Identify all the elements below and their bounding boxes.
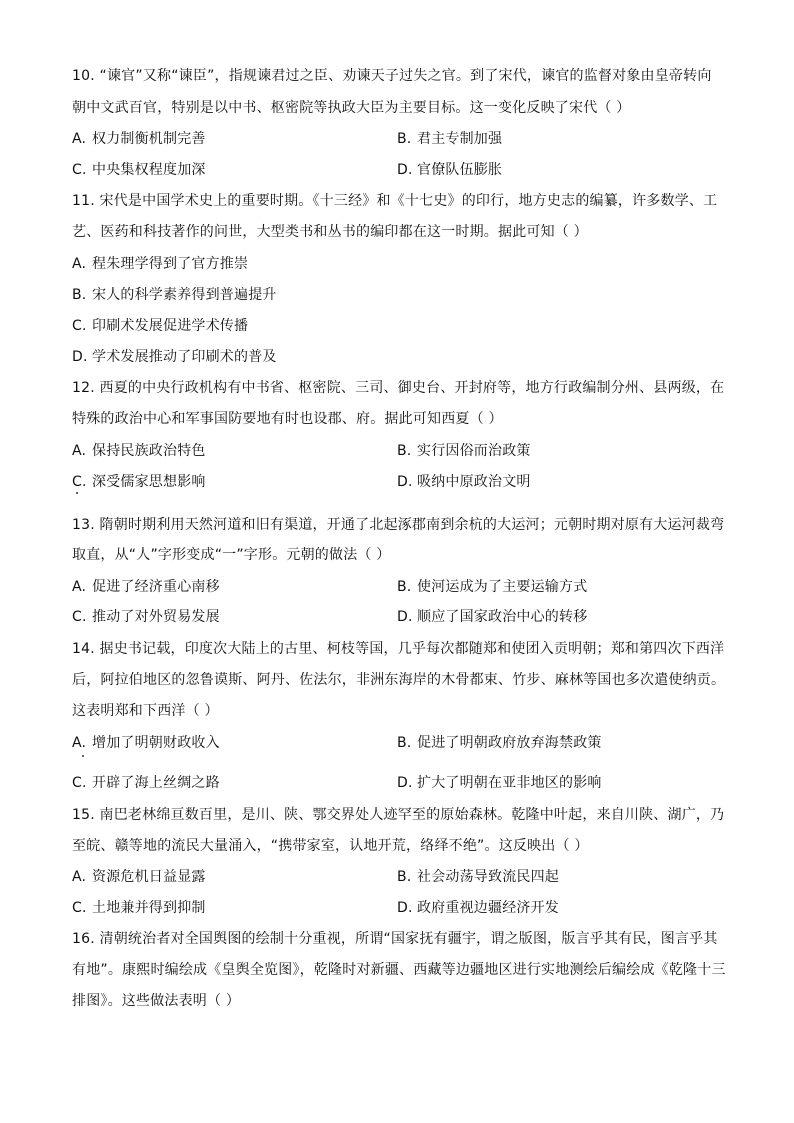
- q11-option-b[interactable]: [72, 285, 277, 305]
- q11-stem-line-1: 11. 宋代是中国学术史上的重要时期。《十三经》和《十七史》的印行，地方史志的编纂，许多数学、工: [72, 193, 718, 209]
- q16-stem-line-3: 排图》。这些做法表明（ ）: [72, 993, 241, 1009]
- option-letter: C.: [72, 609, 87, 625]
- q16-stem-line-1: 16. 清朝统治者对全国舆图的绘制十分重视，所谓“国家抚有疆宇，谓之版图，版言乎其有民，图言乎其: [72, 931, 718, 947]
- option-letter: B.: [397, 869, 412, 885]
- option-letter: C.: [72, 162, 87, 178]
- option-text: 社会动荡导致流民四起: [417, 869, 559, 885]
- option-letter: A.: [72, 579, 87, 595]
- q14-option-c[interactable]: [72, 773, 220, 793]
- q13-stem-line-2: 取直，从“人”字形变成“一”字形。元朝的做法（ ）: [72, 547, 391, 563]
- option-letter: A.: [72, 443, 87, 459]
- q14-stem-line-3: 这表明郑和下西洋（ ）: [72, 703, 219, 719]
- option-text: 政府重视边疆经济开发: [417, 900, 559, 916]
- q16-stem-line-2: 有地”。康熙时编绘成《皇舆全览图》，乾隆时对新疆、西藏等边疆地区进行实地测绘后编绘成《乾隆十三: [72, 962, 726, 978]
- q13-option-b[interactable]: [397, 577, 587, 597]
- option-letter: D.: [397, 609, 413, 625]
- option-text: 顺应了国家政治中心的转移: [417, 609, 588, 625]
- q11-stem-line-2: 艺、医药和科技著作的问世，大型类书和丛书的编印都在这一时期。据此可知（ ）: [72, 224, 588, 240]
- q12-stem-line-2: 特殊的政治中心和军事国防要地有时也设郡、府。据此可知西夏（ ）: [72, 411, 503, 427]
- q10-option-c[interactable]: [72, 160, 206, 180]
- q15-stem-line-1: 15. 南巴老林绵亘数百里，是川、陕、鄂交界处人迹罕至的原始森林。乾隆中叶起，来自川陕、湖广，乃: [72, 807, 725, 823]
- q12-stem-line-1: 12. 西夏的中央行政机构有中书省、枢密院、三司、御史台、开封府等，地方行政编制分州、县两级，在: [72, 380, 725, 396]
- q10-stem-line-2: 朝中文武百官，特别是以中书、枢密院等执政大臣为主要目标。这一变化反映了宋代（ ）: [72, 100, 631, 116]
- option-letter: A.: [72, 735, 87, 751]
- option-letter: C.: [72, 775, 87, 791]
- q13-option-a[interactable]: [72, 577, 220, 597]
- option-letter: D.: [397, 900, 413, 916]
- q13-option-d[interactable]: [397, 607, 587, 627]
- option-letter: D.: [397, 775, 413, 791]
- option-letter: B.: [397, 735, 412, 751]
- q10-stem-line-1: 10. “谏官”又称“谏臣”，指规谏君过之臣、劝谏天子过失之官。到了宋代，谏官的监督对象由皇帝转向: [72, 68, 712, 84]
- option-text: 资源危机日益显露: [92, 869, 206, 885]
- option-letter: D.: [72, 349, 88, 365]
- option-text: 土地兼并得到抑制: [92, 900, 206, 916]
- option-text: 使河运成为了主要运输方式: [417, 579, 588, 595]
- option-text: 开辟了海上丝绸之路: [92, 775, 220, 791]
- q12-option-d[interactable]: [397, 472, 531, 492]
- option-letter: D.: [397, 474, 413, 490]
- q15-option-a[interactable]: [72, 867, 206, 887]
- q14-stem-line-1: 14. 据史书记载，印度次大陆上的古里、柯枝等国，几乎每次都随郑和使团入贡明朝；郑和第四次下西洋: [72, 641, 725, 657]
- q15-option-c[interactable]: [72, 898, 206, 918]
- option-letter: C.: [72, 318, 87, 334]
- option-text: 扩大了明朝在亚非地区的影响: [417, 775, 602, 791]
- option-letter: B.: [397, 443, 412, 459]
- option-letter: B.: [397, 579, 412, 595]
- option-text: 吸纳中原政治文明: [417, 474, 531, 490]
- option-text: 官僚队伍膨胀: [417, 162, 503, 178]
- q15-option-b[interactable]: [397, 867, 559, 887]
- option-letter: A.: [72, 131, 87, 147]
- q11-option-d[interactable]: [72, 347, 277, 367]
- option-text: 推动了对外贸易发展: [92, 609, 220, 625]
- q13-option-c[interactable]: [72, 607, 220, 627]
- option-text: 宋人的科学素养得到普遍提升: [92, 287, 277, 303]
- option-letter: B.: [72, 287, 87, 303]
- option-letter: A.: [72, 869, 87, 885]
- option-text: 权力制衡机制完善: [92, 131, 206, 147]
- option-text: 程朱理学得到了官方推崇: [92, 256, 249, 272]
- option-text: 实行因俗而治政策: [417, 443, 531, 459]
- option-letter: D.: [397, 162, 413, 178]
- q14-option-d[interactable]: [397, 773, 602, 793]
- q12-option-b[interactable]: [397, 441, 531, 461]
- option-letter: A.: [72, 256, 87, 272]
- option-letter: B.: [397, 131, 412, 147]
- option-text: 印刷术发展促进学术传播: [92, 318, 249, 334]
- q11-option-c[interactable]: [72, 316, 248, 336]
- q13-stem-line-1: 13. 隋朝时期利用天然河道和旧有渠道，开通了北起涿郡南到余杭的大运河；元朝时期对原有大运河裁弯: [72, 517, 725, 533]
- option-text: 中央集权程度加深: [92, 162, 206, 178]
- option-text: 促进了明朝政府放弃海禁政策: [417, 735, 602, 751]
- q14-stem-line-2: 后，阿拉伯地区的忽鲁谟斯、阿丹、佐法尔，非洲东海岸的木骨都束、竹步、麻林等国也多次遣使纳贡。: [72, 672, 726, 688]
- q15-stem-line-2: 至皖、赣等地的流民大量涌入，“携带家室，认地开荒，络绎不绝”。这反映出（ ）: [72, 838, 589, 854]
- q10-option-a[interactable]: [72, 129, 206, 149]
- q11-option-a[interactable]: [72, 254, 248, 274]
- option-text: 深受儒家思想影响: [92, 474, 206, 490]
- stray-dot-mark: [76, 492, 78, 494]
- q12-option-a[interactable]: [72, 441, 206, 461]
- option-text: 君主专制加强: [417, 131, 503, 147]
- q14-option-a[interactable]: [72, 733, 220, 753]
- option-text: 学术发展推动了印刷术的普及: [92, 349, 277, 365]
- stray-dot-mark: [82, 755, 84, 757]
- q10-option-d[interactable]: [397, 160, 502, 180]
- q12-option-c[interactable]: [72, 472, 206, 492]
- option-letter: C.: [72, 474, 87, 490]
- option-text: 促进了经济重心南移: [92, 579, 220, 595]
- option-text: 保持民族政治特色: [92, 443, 206, 459]
- q15-option-d[interactable]: [397, 898, 559, 918]
- q10-option-b[interactable]: [397, 129, 502, 149]
- q14-option-b[interactable]: [397, 733, 602, 753]
- option-letter: C.: [72, 900, 87, 916]
- option-text: 增加了明朝财政收入: [92, 735, 220, 751]
